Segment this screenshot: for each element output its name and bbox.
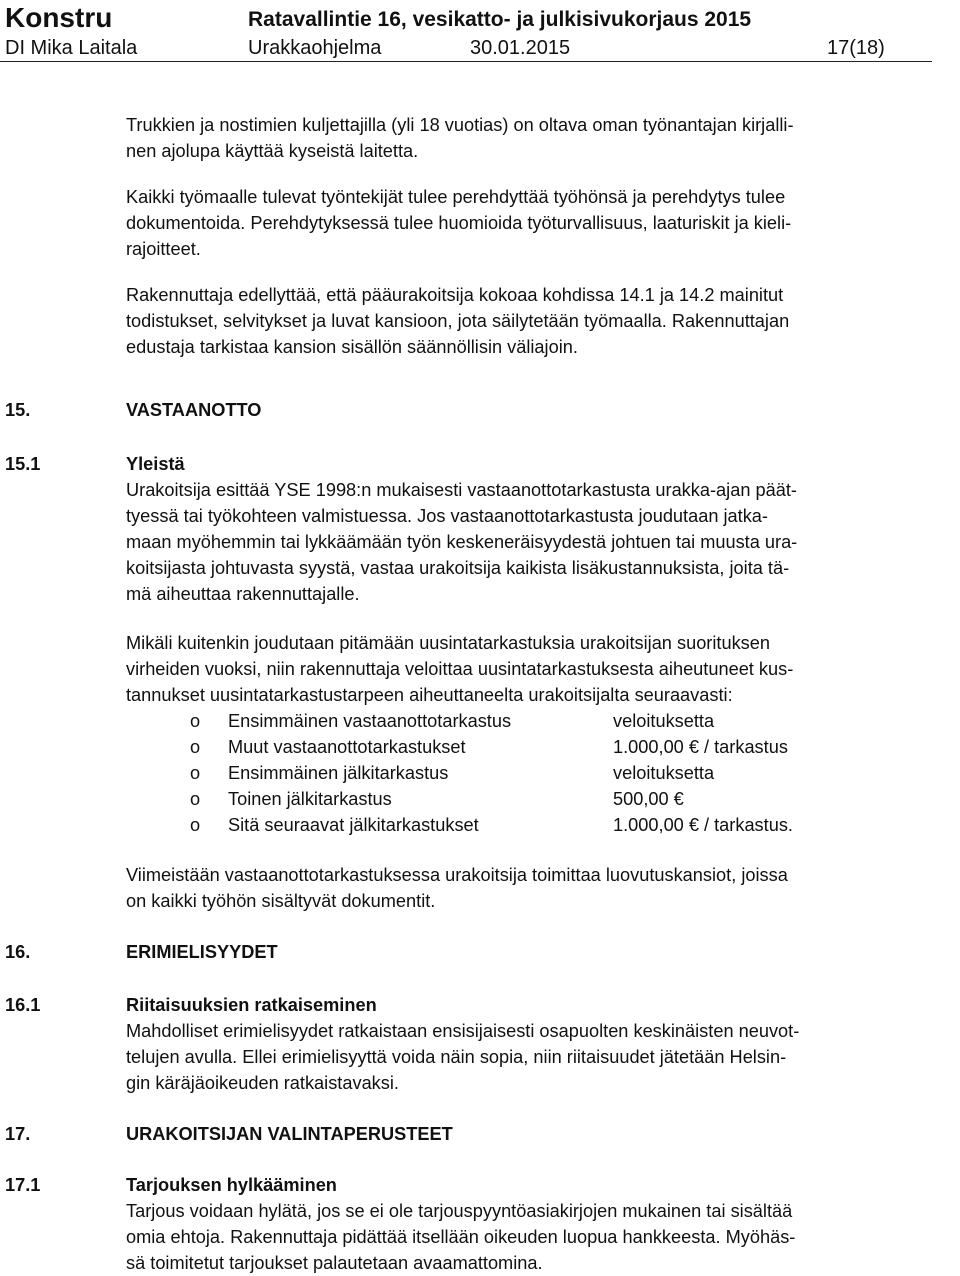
text-line: sä toimitetut tarjoukset palautetaan avaamattomina. — [126, 1253, 543, 1273]
text-line: Mahdolliset erimielisyydet ratkaistaan ensisijaisesti osapuolten keskinäisten neuvot- — [126, 1021, 800, 1041]
text-line: Urakoitsija esittää YSE 1998:n mukaisesti vastaanottotarkastusta urakka-ajan päät- — [126, 480, 797, 500]
section-17-paragraph-1 — [126, 1198, 795, 1276]
price-item-label: Ensimmäinen vastaanottotarkastus — [228, 711, 512, 731]
header-divider — [0, 61, 932, 62]
intro-paragraph-3 — [126, 282, 789, 360]
section-16-paragraph-1 — [126, 1018, 799, 1096]
list-bullet: o — [190, 737, 201, 757]
text-line: maan myöhemmin tai lykkäämään työn keskeneräisyydestä johtuen tai muusta ura- — [126, 532, 798, 552]
price-item-label: Muut vastaanottotarkastukset — [228, 737, 466, 757]
text-line: dokumentoida. Perehdytyksessä tulee huomioida työturvallisuus, laaturiskit ja kieli- — [126, 213, 792, 233]
document-name: Urakkaohjelma — [248, 37, 382, 59]
section-15-paragraph-2 — [126, 630, 793, 708]
section-17-1-number: 17.1 — [5, 1175, 41, 1195]
section-16-title: ERIMIELISYYDET — [126, 942, 278, 962]
section-15-paragraph-3 — [126, 862, 788, 914]
list-bullet: o — [190, 763, 201, 783]
text-line: edustaja tarkistaa kansion sisällön säännöllisin väliajoin. — [126, 337, 578, 357]
text-line: virheiden vuoksi, niin rakennuttaja veloittaa uusintatarkastuksesta aiheutuneet kus- — [126, 659, 794, 679]
section-16-1-number: 16.1 — [5, 995, 41, 1015]
text-line: gin käräjäoikeuden ratkaistavaksi. — [126, 1073, 399, 1093]
intro-paragraph-1 — [126, 112, 794, 164]
document-date: 30.01.2015 — [470, 37, 571, 59]
list-bullet: o — [190, 815, 201, 835]
page-number: 17(18) — [827, 37, 885, 59]
list-bullet: o — [190, 711, 201, 731]
text-line: koitsijasta johtuvasta syystä, vastaa urakoitsija kaikista lisäkustannuksista, joita tä- — [126, 558, 790, 578]
text-line: omia ehtoja. Rakennuttaja pidättää itsellään oikeuden luopua hankkeesta. Myöhäs- — [126, 1227, 796, 1247]
price-item-value: veloituksetta — [613, 711, 715, 731]
text-line: Trukkien ja nostimien kuljettajilla (yli 18 vuotias) on oltava oman työnantajan kirjalli- — [126, 115, 794, 135]
price-item-label: Sitä seuraavat jälkitarkastukset — [228, 815, 479, 835]
price-item-label: Toinen jälkitarkastus — [228, 789, 392, 809]
section-17-1-title: Tarjouksen hylkääminen — [126, 1175, 337, 1195]
section-15-1-number: 15.1 — [5, 454, 41, 474]
text-line: todistukset, selvitykset ja luvat kansioon, jota säilytetään työmaalla. Rakennuttajan — [126, 311, 790, 331]
price-item-value: 1.000,00 € / tarkastus — [613, 737, 788, 757]
section-15-number: 15. — [5, 400, 31, 420]
text-line: Viimeistään vastaanottotarkastuksessa urakoitsija toimittaa luovutuskansiot, joissa — [126, 865, 788, 885]
section-15-1-title: Yleistä — [126, 454, 185, 474]
text-line: tannukset uusintatarkastustarpeen aiheuttaneelta urakoitsijalta seuraavasti: — [126, 685, 733, 705]
list-bullet: o — [190, 789, 201, 809]
text-line: Kaikki työmaalle tulevat työntekijät tulee perehdyttää työhönsä ja perehdytys tulee — [126, 187, 786, 207]
text-line: tyessä tai työkohteen valmistuessa. Jos vastaanottotarkastusta joudutaan jatka- — [126, 506, 768, 526]
price-item-label: Ensimmäinen jälkitarkastus — [228, 763, 449, 783]
price-item-value: veloituksetta — [613, 763, 715, 783]
intro-paragraph-2 — [126, 184, 791, 262]
project-title: Ratavallintie 16, vesikatto- ja julkisivukorjaus 2015 — [248, 8, 752, 31]
section-16-number: 16. — [5, 942, 31, 962]
text-line: on kaikki työhön sisältyvät dokumentit. — [126, 891, 436, 911]
text-line: nen ajolupa käyttää kyseistä laitetta. — [126, 141, 419, 161]
section-17-number: 17. — [5, 1124, 31, 1144]
text-line: Rakennuttaja edellyttää, että pääurakoitsija kokoaa kohdissa 14.1 ja 14.2 mainitut — [126, 285, 784, 305]
text-line: Mikäli kuitenkin joudutaan pitämään uusintatarkastuksia urakoitsijan suorituksen — [126, 633, 770, 653]
price-item-value: 1.000,00 € / tarkastus. — [613, 815, 793, 835]
section-16-1-title: Riitaisuuksien ratkaiseminen — [126, 995, 377, 1015]
section-17-title: URAKOITSIJAN VALINTAPERUSTEET — [126, 1124, 453, 1144]
text-line: Tarjous voidaan hylätä, jos se ei ole tarjouspyyntöasiakirjojen mukainen tai sisältää — [126, 1201, 793, 1221]
company-name: Konstru — [5, 2, 113, 33]
price-item-value: 500,00 € — [613, 789, 684, 809]
section-15-paragraph-1 — [126, 477, 797, 607]
author: DI Mika Laitala — [5, 37, 138, 59]
section-15-title: VASTAANOTTO — [126, 400, 262, 420]
text-line: rajoitteet. — [126, 239, 201, 259]
text-line: telujen avulla. Ellei erimielisyyttä voida näin sopia, niin riitaisuudet jätetään Helsin- — [126, 1047, 787, 1067]
text-line: mä aiheuttaa rakennuttajalle. — [126, 584, 360, 604]
